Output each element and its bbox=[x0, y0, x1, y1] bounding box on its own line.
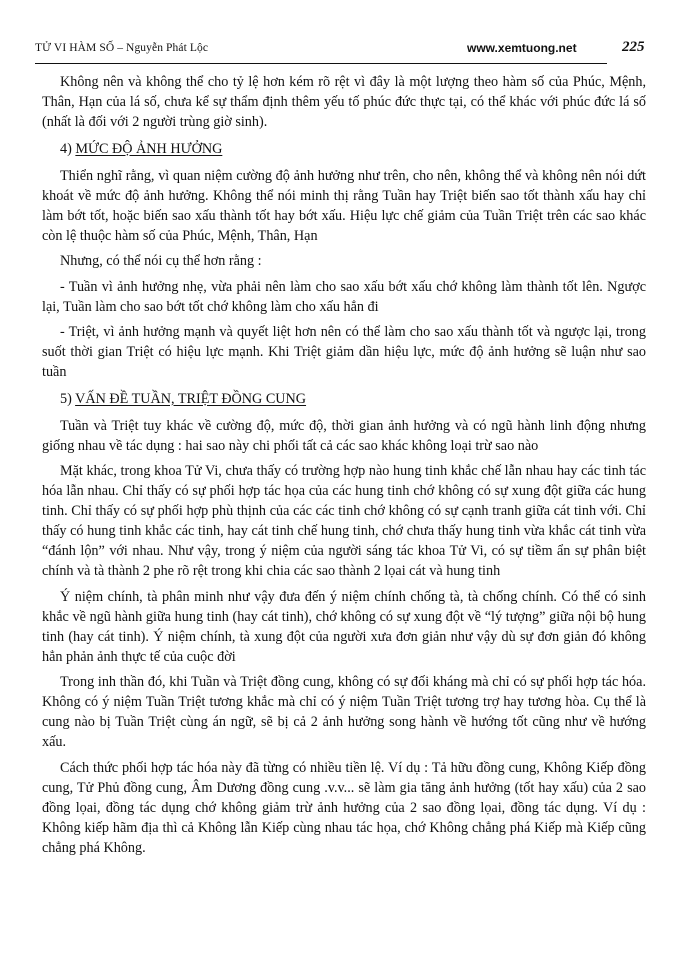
paragraph: Thiển nghĩ rằng, vì quan niệm cường độ ảnh hưởng như trên, cho nên, không thể và không nên nói dứt khoát về mức độ ảnh hưởng. Không thể nói minh thị rằng Tuần hay Triệt biến sao tốt thành xấu hay chỉ làm bớt tốt, hoặc biến sao xấu thành tốt hay bớt xấu. Hiệu lực chế giảm của Tuần Triệt trên các sao khác còn lệ thuộc hàm số của Phúc, Mệnh, Thân, Hạn bbox=[42, 167, 646, 244]
paragraph: Tuần và Triệt tuy khác về cường độ, mức độ, thời gian ảnh hưởng và có ngũ hành linh động nhưng giống nhau về tác dụng : hai sao này chi phối tất cả các sao khác không loại trừ sao nào bbox=[42, 417, 646, 454]
paragraph: Mặt khác, trong khoa Tử Vi, chưa thấy có trường hợp nào hung tinh khắc chế lẫn nhau hay các tinh tác hóa lẫn nhau. Chỉ thấy có sự phối hợp tác họa của các hung tinh chớ không có sự xung đột giữa các hung tinh. Chỉ thấy có sự phối hợp phù thịnh của các các tinh chớ không có sự cạnh tranh giữa cát tinh với. Chỉ thấy có hung tinh khắc các tinh, hay cát tinh chế hung tinh, chớ chưa thấy hung tinh vừa khắc cát tinh vừa “đánh lộn” với nhau. Như vậy, trong ý niệm của người sáng tác khoa Tử Vi, có sự tiềm ẩn sự phân biệt chính và tà thành 2 phe rõ rệt trong khi chia các sao thành 2 lọai cát và hung tinh bbox=[42, 463, 646, 579]
page-number: 225 bbox=[622, 39, 645, 55]
paragraph: Cách thức phối hợp tác hóa này đã từng có nhiều tiền lệ. Ví dụ : Tả hữu đồng cung, Không Kiếp đồng cung, Tử Phủ đồng cung, Âm Dương đồng cung .v.v... sẽ làm gia tăng ảnh hưởng (tốt hay xấu) của 2 sao đồng lọai, đồng tác dụng chớ không giảm trừ ảnh hưởng của 2 sao đồng lọai, đồng tác dụng. Ví dụ : Không kiếp hãm địa thì cả Không lẫn Kiếp cùng nhau tác họa, chớ Không chẳng phá Kiếp mà Kiếp cũng chẳng phá Không. bbox=[42, 759, 646, 856]
paragraph: - Tuần vì ảnh hưởng nhẹ, vừa phải nên làm cho sao xấu bớt xấu chớ không làm thành tốt lên. Ngược lại, Tuần làm cho sao bớt tốt chớ không làm cho xấu hẳn đi bbox=[42, 278, 646, 315]
section-heading-5 bbox=[42, 388, 646, 410]
heading-text: MỨC ĐỘ ẢNH HƯỞNG bbox=[75, 140, 223, 157]
website-link[interactable]: www.xemtuong.net bbox=[467, 41, 577, 55]
paragraph: Ý niệm chính, tà phân minh như vậy đưa đến ý niệm chính chống tà, tà chống chính. Có thể có sinh khắc về ngũ hành giữa hung tinh (hay cát tinh), chớ không có sự xung đột về “lý tượng” giữa nội bộ hung tinh (hay cát tinh). Ý niệm chính, tà xung đột của người xưa đơn giản như vậy dù sự đơn giản đó không hẳn phản ảnh thực tế của cuộc đời bbox=[42, 588, 646, 665]
header-rule bbox=[35, 63, 607, 64]
paragraph: Không nên và không thể cho tỷ lệ hơn kém rõ rệt vì đây là một lượng theo hàm số của Phúc, Mệnh, Thân, Hạn của lá số, chưa kể sự thẩm định thêm yếu tố phúc đức thực tại, có thể khác với phúc đức lá số (nhất là đối với 2 người trùng giờ sinh). bbox=[42, 74, 646, 130]
paragraph: Nhưng, có thể nói cụ thể hơn rằng : bbox=[60, 253, 262, 269]
paragraph: - Triệt, vì ảnh hưởng mạnh và quyết liệt hơn nên có thể làm cho sao xấu thành tốt và ngược lại, trong suốt thời gian Triệt có hiệu lực mạnh. Khi Triệt giảm dần hiệu lực, mức độ ảnh hưởng sẽ luận như sao tuần bbox=[42, 324, 646, 380]
book-title-author: TỬ VI HÀM SỐ – Nguyễn Phát Lộc bbox=[35, 42, 209, 54]
running-header bbox=[35, 40, 645, 60]
body-text bbox=[42, 72, 646, 863]
heading-number: 4) bbox=[60, 140, 76, 157]
section-heading-4 bbox=[42, 138, 646, 160]
heading-number: 5) bbox=[60, 390, 76, 407]
paragraph: Trong inh thần đó, khi Tuần và Triệt đồng cung, không có sự đối kháng mà chỉ có sự phối hợp tác hóa. Không có ý niệm Tuần Triệt tương khắc mà chỉ có ý niệm Tuần Triệt tương trợ hay tương hòa. Cụ thể là cung nào bị Tuần Triệt cùng án ngữ, sẽ bị cả 2 ảnh hưởng song hành về hướng tốt cũng như về hướng xấu. bbox=[42, 674, 646, 750]
heading-text: VẤN ĐỀ TUẦN, TRIỆT ĐỒNG CUNG bbox=[75, 390, 307, 407]
